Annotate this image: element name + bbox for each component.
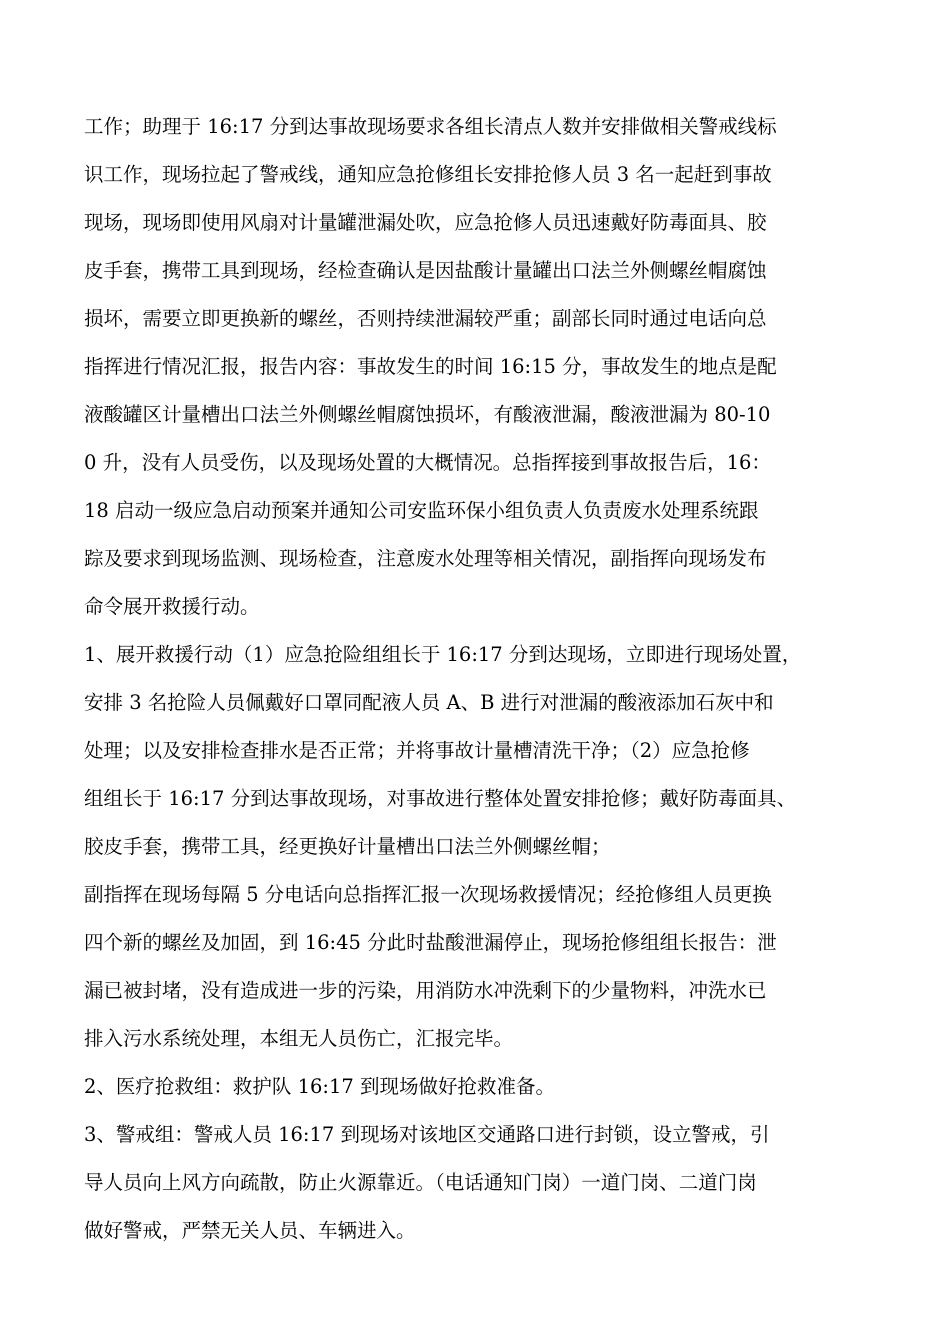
body-text-line: 0 升，没有人员受伤，以及现场处置的大概情况。总指挥接到事故报告后，16：	[84, 451, 771, 474]
body-text-line: 踪及要求到现场监测、现场检查，注意废水处理等相关情况，副指挥向现场发布	[84, 547, 767, 570]
body-text-line: 导人员向上风方向疏散，防止火源靠近。（电话通知门岗）一道门岗、二道门岗	[84, 1171, 757, 1194]
body-text-line: 排入污水系统处理，本组无人员伤亡，汇报完毕。	[84, 1027, 514, 1050]
body-text-line: 处理；以及安排检查排水是否正常；并将事故计量槽清洗干净；（2）应急抢修	[84, 739, 750, 762]
body-text-line: 命令展开救援行动。	[84, 595, 260, 618]
body-text-line: 识工作，现场拉起了警戒线，通知应急抢修组长安排抢修人员 3 名一起赶到事故	[84, 163, 772, 186]
body-text-line: 指挥进行情况汇报，报告内容：事故发生的时间 16:15 分，事故发生的地点是配	[84, 355, 777, 378]
body-text-line: 损坏，需要立即更换新的螺丝，否则持续泄漏较严重；副部长同时通过电话向总	[84, 307, 767, 330]
body-text-line: 液酸罐区计量槽出口法兰外侧螺丝帽腐蚀损坏，有酸液泄漏，酸液泄漏为 80-10	[84, 403, 771, 426]
body-text-line: 组组长于 16:17 分到达事故现场，对事故进行整体处置安排抢修；戴好防毒面具、	[84, 787, 797, 810]
body-text-line: 做好警戒，严禁无关人员、车辆进入。	[84, 1219, 416, 1242]
body-text-line: 18 启动一级应急启动预案并通知公司安监环保小组负责人负责废水处理系统跟	[84, 499, 759, 522]
body-text-line: 副指挥在现场每隔 5 分电话向总指挥汇报一次现场救援情况；经抢修组人员更换	[84, 883, 772, 906]
body-text-line: 胶皮手套，携带工具，经更换好计量槽出口法兰外侧螺丝帽；	[84, 835, 611, 858]
section-3-heading: 3、警戒组：警戒人员 16:17 到现场对该地区交通路口进行封锁，设立警戒，引	[84, 1123, 770, 1146]
section-1-heading: 1、展开救援行动（1）应急抢险组组长于 16:17 分到达现场，立即进行现场处置，	[84, 643, 802, 666]
body-text-line: 皮手套，携带工具到现场，经检查确认是因盐酸计量罐出口法兰外侧螺丝帽腐蚀	[84, 259, 767, 282]
body-text-line: 安排 3 名抢险人员佩戴好口罩同配液人员 A、B 进行对泄漏的酸液添加石灰中和	[84, 691, 774, 714]
body-text-line: 工作；助理于 16:17 分到达事故现场要求各组长清点人数并安排做相关警戒线标	[84, 115, 777, 138]
body-text-line: 四个新的螺丝及加固，到 16:45 分此时盐酸泄漏停止，现场抢修组组长报告：泄	[84, 931, 777, 954]
section-2-heading: 2、医疗抢救组：救护队 16:17 到现场做好抢救准备。	[84, 1075, 555, 1098]
body-text-line: 现场，现场即使用风扇对计量罐泄漏处吹，应急抢修人员迅速戴好防毒面具、胶	[84, 211, 767, 234]
body-text-line: 漏已被封堵，没有造成进一步的污染，用消防水冲洗剩下的少量物料，冲洗水已	[84, 979, 767, 1002]
